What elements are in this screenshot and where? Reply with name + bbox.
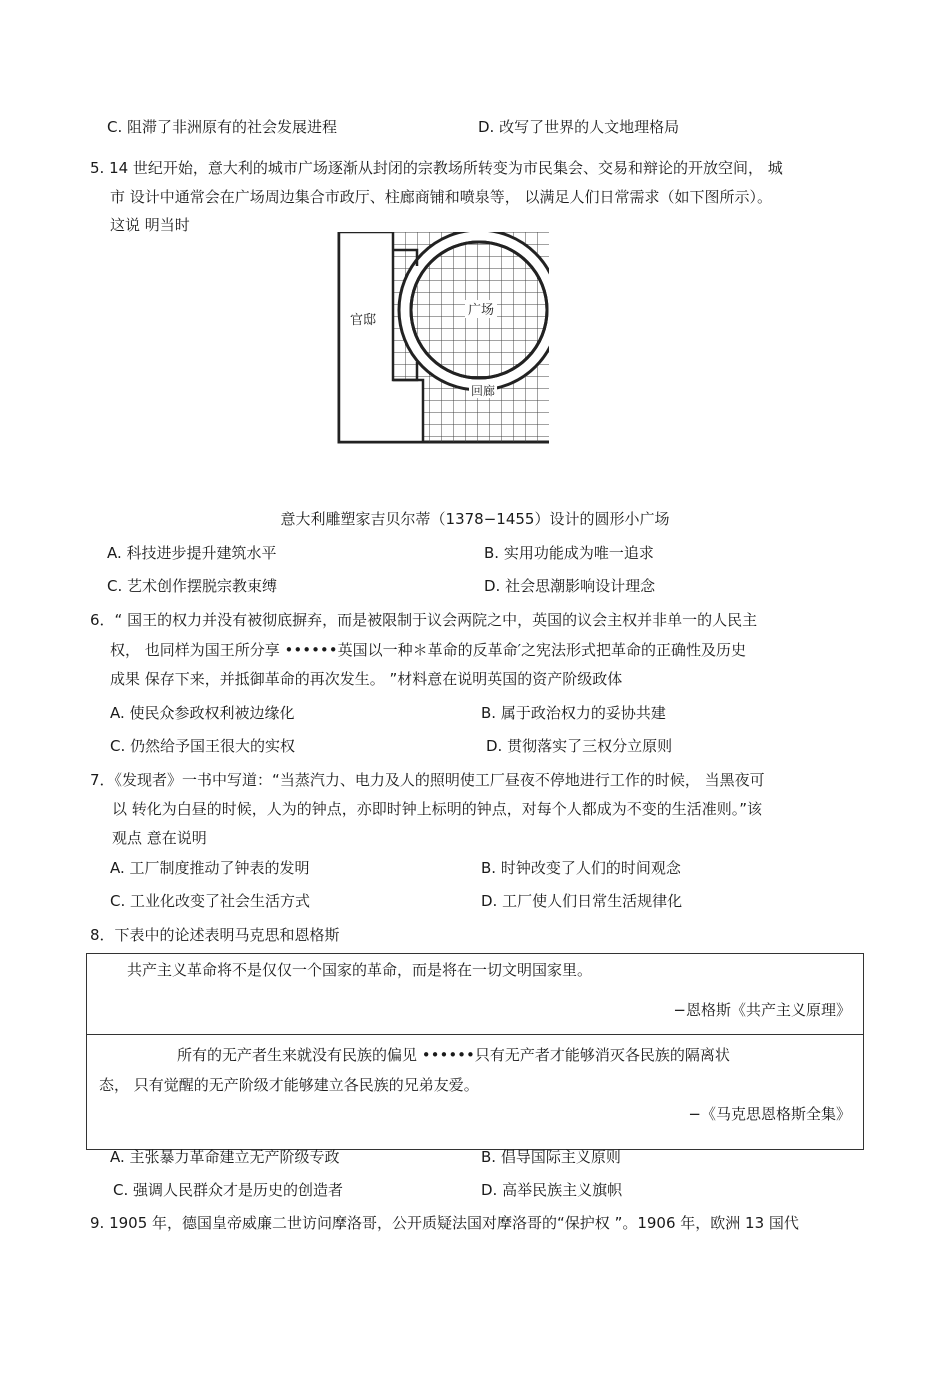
quote-engels-source: −恩格斯《共产主义原理》: [673, 1001, 851, 1019]
figure-caption: 意大利雕塑家吉贝尔蒂（1378−1455）设计的圆形小广场: [280, 510, 670, 528]
q6-stem-line3: 成果 保存下来，并抵御革命的再次发生。 ”材料意在说明英国的资产阶级政体: [110, 670, 623, 688]
q8-option-d: D. 高举民族主义旗帜: [481, 1181, 623, 1199]
q5-option-a: A. 科技进步提升建筑水平: [107, 544, 277, 562]
quote-row-engels: [87, 954, 864, 1035]
q5-stem-line3: 这说 明当时: [110, 216, 190, 234]
q7-option-c: C. 工业化改变了社会生活方式: [110, 892, 311, 910]
q8-option-b: B. 倡导国际主义原则: [481, 1148, 621, 1166]
label-colonnade: 回廊: [470, 384, 496, 398]
label-official-residence: 官邸: [349, 313, 377, 328]
plaza-diagram: [333, 232, 549, 444]
q6-option-a: A. 使民众参政权利被边缘化: [110, 704, 295, 722]
q6-option-b: B. 属于政治权力的妥协共建: [481, 704, 666, 722]
q6-stem-line1: 6．“ 国王的权力并没有被彻底摒弃，而是被限制于议会两院之中，英国的议会主权并非单一的人民主: [90, 611, 758, 629]
q7-stem-line1: 7．《发现者》一书中写道：“当蒸汽力、电力及人的照明使工厂昼夜不停地进行工作的时候， 当黑夜可: [90, 771, 765, 789]
q9-stem-line1: 9. 1905 年，德国皇帝威廉二世访问摩洛哥，公开质疑法国对摩洛哥的“保护权 ”。1906 年，欧洲 13 国代: [90, 1214, 799, 1232]
label-plaza: 广场: [467, 303, 495, 318]
q5-stem-line2: 市 设计中通常会在广场周边集合市政厅、柱廊商铺和喷泉等， 以满足人们日常需求（如下图所示）。: [110, 188, 773, 206]
q7-stem-line2: 以 转化为白昼的时候，人为的钟点，亦即时钟上标明的钟点，对每个人都成为不变的生活准则。”该: [112, 800, 763, 818]
q6-option-c: C. 仍然给予国王很大的实权: [110, 737, 296, 755]
quote-row-marx-engels: [87, 1035, 864, 1150]
quote-collected-works-line2: 态， 只有觉醒的无产阶级才能够建立各民族的兄弟友爱。: [99, 1076, 479, 1094]
q7-option-b: B. 时钟改变了人们的时间观念: [481, 859, 681, 877]
q4-option-d: D. 改写了世界的人文地理格局: [478, 118, 680, 136]
quote-collected-works-line1: 所有的无产者生来就没有民族的偏见 ••••••只有无产者才能够消灭各民族的隔离状: [177, 1046, 730, 1064]
q7-option-d: D. 工厂使人们日常生活规律化: [481, 892, 683, 910]
q5-stem-line1: 5. 14 世纪开始，意大利的城市广场逐渐从封闭的宗教场所转变为市民集会、交易和辩论的开放空间， 城: [90, 159, 783, 177]
q5-option-d: D. 社会思潮影响设计理念: [484, 577, 656, 595]
q6-option-d: D. 贯彻落实了三权分立原则: [486, 737, 673, 755]
q7-stem-line3: 观点 意在说明: [112, 829, 207, 847]
q6-stem-line2: 权， 也同样为国王所分享 ••••••英国以一种＊革命的反革命′之宪法形式把革命的正确性及历史: [110, 641, 747, 659]
q8-option-c: C. 强调人民群众才是历史的创造者: [113, 1181, 344, 1199]
q8-quote-table: [86, 953, 864, 1150]
quote-engels-text: 共产主义革命将不是仅仅一个国家的革命，而是将在一切文明国家里。: [127, 961, 593, 979]
q8-stem: 8．下表中的论述表明马克思和恩格斯: [90, 926, 340, 944]
q8-option-a: A. 主张暴力革命建立无产阶级专政: [110, 1148, 340, 1166]
plaza-diagram-svg: [333, 232, 549, 444]
q5-option-b: B. 实用功能成为唯一追求: [484, 544, 654, 562]
q5-option-c: C. 艺术创作摆脱宗教束缚: [107, 577, 278, 595]
quote-collected-works-source: −《马克思恩格斯全集》: [688, 1105, 851, 1123]
q7-option-a: A. 工厂制度推动了钟表的发明: [110, 859, 310, 877]
q4-option-c: C. 阻滞了非洲原有的社会发展进程: [107, 118, 338, 136]
